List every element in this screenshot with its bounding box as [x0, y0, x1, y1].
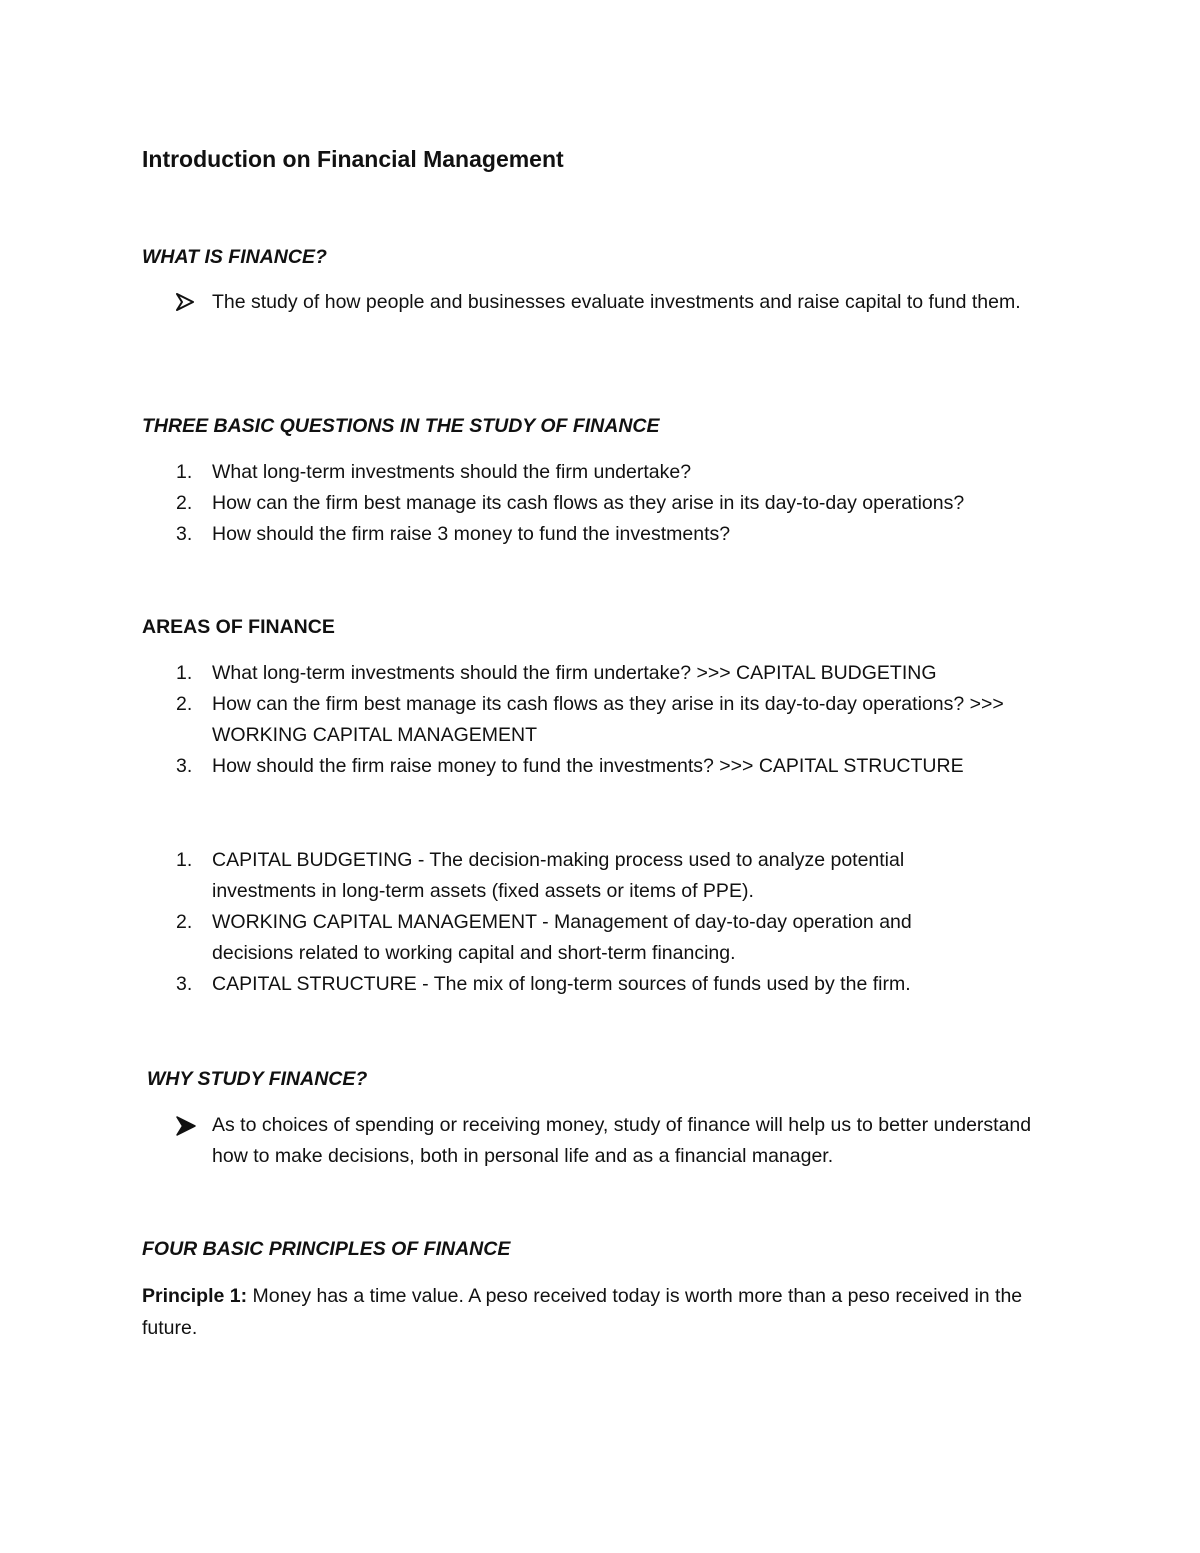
list-text: What long-term investments should the firm undertake? — [212, 461, 692, 483]
heading-why-study-finance: WHY STUDY FINANCE? — [147, 1068, 368, 1090]
list-text: How can the firm best manage its cash flows as they arise in its day-to-day operations? — [212, 492, 965, 514]
document-title: Introduction on Financial Management — [142, 146, 564, 172]
list-text: How can the firm best manage its cash flows as they arise in its day-to-day operations? >>> WORKING CAPITAL MANAGEMENT — [212, 693, 1004, 746]
heading-areas-of-finance: AREAS OF FINANCE — [142, 616, 335, 638]
definitions-list — [142, 845, 982, 1000]
list-number: 3. — [176, 755, 193, 777]
list-text: WORKING CAPITAL MANAGEMENT - Management of day-to-day operation and decisions related to working capital and short-term financing. — [212, 911, 912, 964]
principle-1 — [142, 1280, 1062, 1344]
list-number: 1. — [176, 849, 193, 871]
why-study-bullet — [142, 1110, 1042, 1172]
three-questions-list — [142, 457, 1062, 550]
list-item — [142, 689, 1062, 751]
list-number: 3. — [176, 973, 193, 995]
list-text: What long-term investments should the firm undertake? >>> CAPITAL BUDGETING — [212, 662, 937, 684]
list-number: 2. — [176, 693, 193, 715]
arrow-bullet-icon — [176, 287, 196, 318]
list-number: 2. — [176, 911, 193, 933]
bullet-item — [142, 287, 1062, 318]
list-item — [142, 457, 1062, 488]
bullet-text: The study of how people and businesses evaluate investments and raise capital to fund them. — [212, 291, 1021, 313]
list-item — [142, 658, 1062, 689]
list-item — [142, 969, 982, 1000]
list-item — [142, 751, 1062, 782]
what-is-finance-bullet — [142, 287, 1062, 318]
bullet-item — [142, 1110, 1042, 1172]
list-text: CAPITAL STRUCTURE - The mix of long-term sources of funds used by the firm. — [212, 973, 911, 995]
list-text: How should the firm raise money to fund the investments? >>> CAPITAL STRUCTURE — [212, 755, 964, 777]
list-item — [142, 907, 982, 969]
areas-list — [142, 658, 1062, 782]
heading-four-principles: FOUR BASIC PRINCIPLES OF FINANCE — [142, 1238, 511, 1260]
list-item — [142, 845, 982, 907]
list-text: CAPITAL BUDGETING - The decision-making process used to analyze potential investments in long-term assets (fixed assets or items of PPE). — [212, 849, 905, 902]
list-number: 2. — [176, 492, 193, 514]
principle-label: Principle 1: — [142, 1285, 248, 1307]
bullet-text: As to choices of spending or receiving money, study of finance will help us to better understand how to make decisions, both in personal life and as a financial manager. — [212, 1114, 1032, 1167]
arrow-bullet-icon — [176, 1110, 196, 1141]
list-number: 3. — [176, 523, 193, 545]
heading-what-is-finance: WHAT IS FINANCE? — [142, 246, 327, 268]
principle-text: Money has a time value. A peso received today is worth more than a peso received in the future. — [142, 1285, 1023, 1339]
list-text: How should the firm raise 3 money to fund the investments? — [212, 523, 731, 545]
list-number: 1. — [176, 461, 193, 483]
heading-three-questions: THREE BASIC QUESTIONS IN THE STUDY OF FINANCE — [142, 415, 660, 437]
list-item — [142, 519, 1062, 550]
list-number: 1. — [176, 662, 193, 684]
list-item — [142, 488, 1062, 519]
